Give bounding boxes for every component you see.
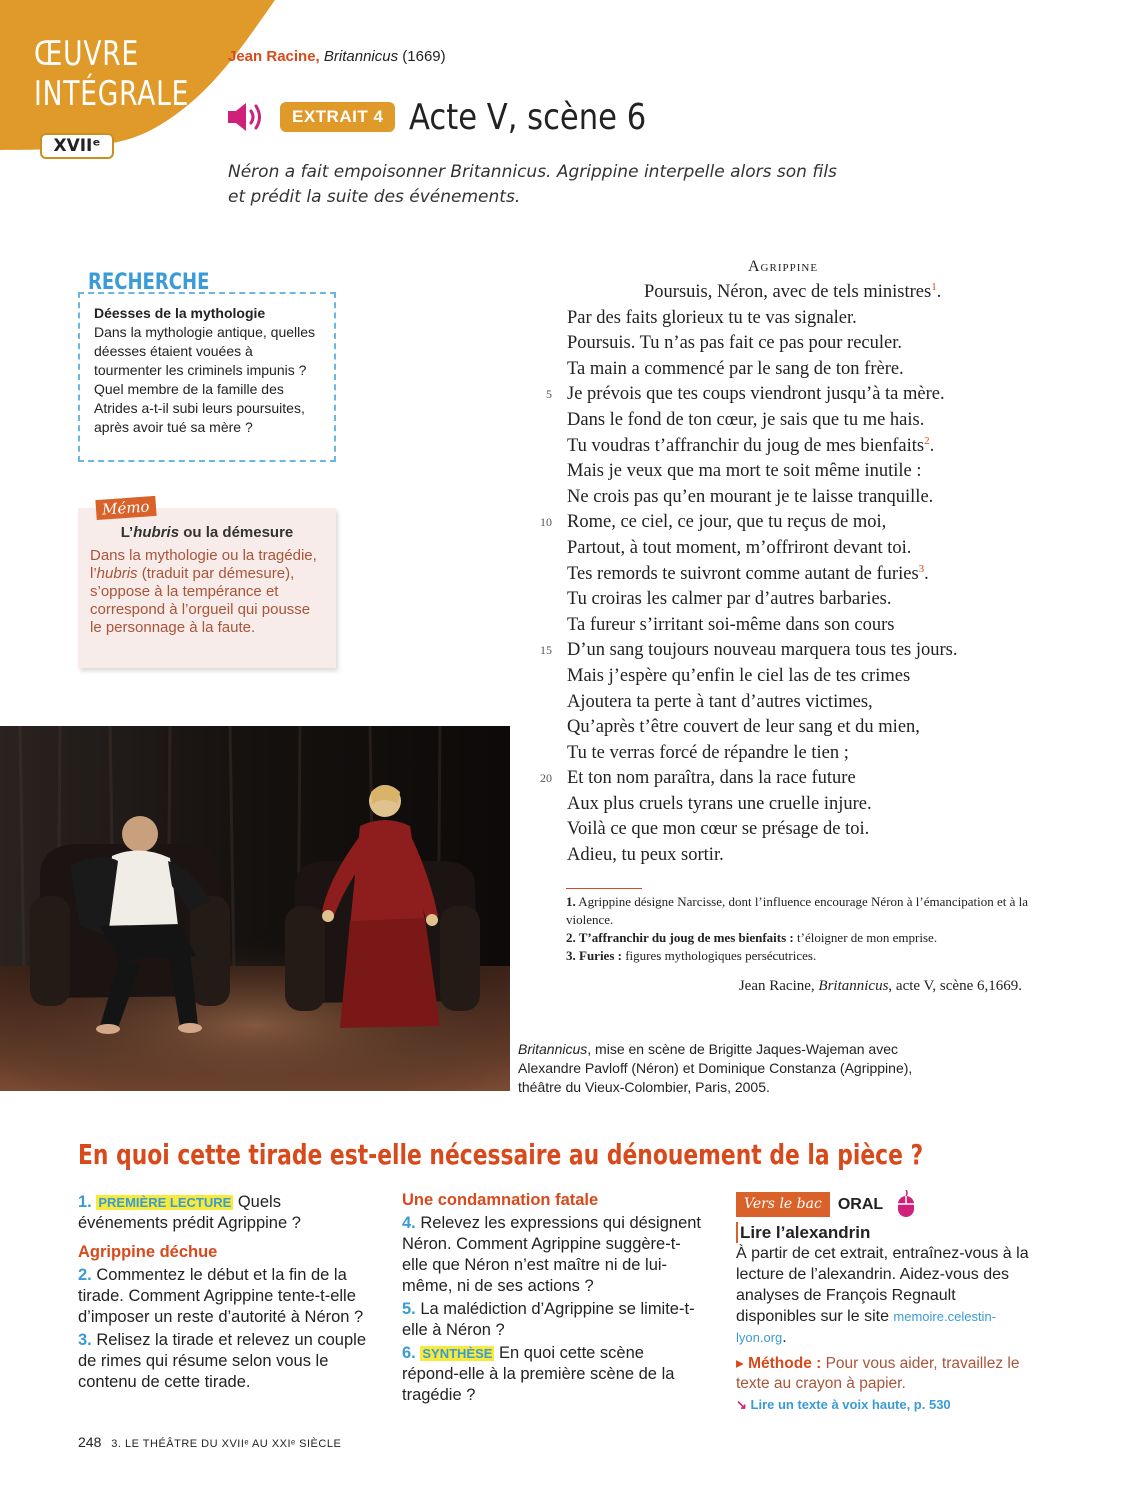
mouse-icon bbox=[897, 1190, 915, 1218]
memo-tag: Mémo bbox=[95, 496, 156, 520]
verse-text: Ta main a commencé par le sang de ton frère. bbox=[567, 358, 904, 379]
verse-text: Adieu, tu peux sortir. bbox=[567, 845, 724, 866]
intro-line-2: et prédit la suite des événements. bbox=[228, 187, 521, 207]
verse-text: Et ton nom paraîtra, dans la race future bbox=[567, 768, 856, 789]
section-condamnation-fatale: Une condamnation fatale bbox=[402, 1191, 599, 1209]
footnote-text: t’éloigner de mon emprise. bbox=[793, 930, 938, 945]
question-5-number: 5. bbox=[402, 1300, 416, 1318]
verse-text: Qu’après t’être couvert de leur sang et du mien, bbox=[567, 717, 920, 738]
recherche-body: Dans la mythologie antique, quelles déesses étaient vouées à tourmenter les criminels impunis ? Quel membre de la famille des Atrides a-t-il subi leurs poursuites, après avoir tué sa mère ? bbox=[94, 324, 316, 435]
verse-text: Je prévois que tes coups viendront jusqu’à ta mère. bbox=[567, 384, 945, 405]
question-1-text: Quels événements prédit Agrippine ? bbox=[78, 1193, 301, 1232]
verse-line bbox=[536, 331, 1056, 357]
verse-punctuation: . bbox=[936, 282, 942, 302]
verse-text: Tes remords te suivront comme autant de furies bbox=[567, 563, 919, 584]
bac-title: Lire l’alexandrin bbox=[736, 1222, 1032, 1243]
memo-box bbox=[78, 497, 336, 668]
speaker-name: Agrippine bbox=[748, 258, 819, 275]
footnote-text: Agrippine désigne Narcisse, dont l’influence encourage Néron à l’émancipation et à la violence. bbox=[566, 894, 1029, 927]
verse-text: Mais je veux que ma mort te soit même inutile : bbox=[567, 461, 922, 482]
verse-text-wrap bbox=[567, 766, 856, 792]
question-2-text: Commentez le début et la fin de la tirade. Comment Agrippine tente-t-elle d’imposer un reste d’autorité à Néron ? bbox=[78, 1266, 364, 1326]
century-badge: XVIIᵉ bbox=[40, 133, 114, 159]
verse-text-wrap bbox=[567, 536, 911, 562]
verse-line bbox=[536, 382, 1056, 408]
verse-text-wrap bbox=[567, 690, 873, 716]
intro-text bbox=[228, 160, 868, 210]
footnote-text: figures mythologiques persécutrices. bbox=[621, 948, 817, 963]
verse-text-wrap bbox=[567, 715, 920, 741]
footnote-item bbox=[566, 893, 1036, 929]
vers-le-bac-header bbox=[736, 1190, 1032, 1218]
verse-text-wrap bbox=[567, 741, 849, 767]
verse-text-wrap bbox=[567, 817, 869, 843]
method-arrow-icon: ▸ bbox=[736, 1355, 744, 1372]
question-6-text: En quoi cette scène répond-elle à la première scène de la tragédie ? bbox=[402, 1344, 675, 1404]
verse-text: Poursuis, Néron, avec de tels ministres bbox=[644, 282, 932, 302]
verse-line bbox=[536, 357, 1056, 383]
question-3-number: 3. bbox=[78, 1331, 92, 1349]
verse-text: D’un sang toujours nouveau marquera tous tes jours. bbox=[567, 640, 958, 661]
method-label: Méthode : bbox=[748, 1355, 822, 1372]
verse-number: 15 bbox=[540, 643, 552, 658]
corner-label bbox=[34, 34, 189, 114]
verse-line bbox=[536, 690, 1056, 716]
verse-text-wrap bbox=[567, 510, 886, 536]
verse-text-wrap bbox=[567, 843, 724, 869]
question-3 bbox=[78, 1330, 374, 1393]
verse-text-wrap bbox=[567, 485, 933, 511]
poem-text bbox=[536, 280, 1056, 869]
footnote-rule bbox=[566, 888, 642, 889]
footnote-term: 2. T’affranchir du joug de mes bienfaits : bbox=[566, 930, 794, 945]
verse-line bbox=[536, 843, 1056, 869]
corner-label-line2: INTÉGRALE bbox=[34, 74, 190, 114]
questions-column-2 bbox=[402, 1190, 702, 1406]
stage-photo-illustration bbox=[0, 726, 510, 1091]
verse-line bbox=[536, 638, 1056, 664]
caption-text: , mise en scène de Brigitte Jaques-Wajeman avec Alexandre Pavloff (Néron) et Dominique Constanza (Agrippine), théâtre du Vieux-Colombier, Paris, 2005. bbox=[518, 1041, 913, 1095]
verse-text-wrap bbox=[567, 587, 891, 613]
verse-line bbox=[536, 613, 1056, 639]
verse-text: Mais j’espère qu’enfin le ciel las de tes crimes bbox=[567, 665, 911, 686]
verse-text: Par des faits glorieux tu te vas signaler. bbox=[567, 307, 857, 328]
author-name: Jean Racine, bbox=[228, 48, 320, 65]
question-4 bbox=[402, 1213, 702, 1297]
verse-text-wrap bbox=[567, 459, 922, 485]
verse-text: Dans le fond de ton cœur, je sais que tu me hais. bbox=[567, 409, 925, 430]
bac-text-end: . bbox=[782, 1329, 787, 1346]
source-pre: Jean Racine, bbox=[738, 978, 819, 994]
question-2 bbox=[78, 1265, 374, 1328]
extract-title-row bbox=[226, 92, 688, 142]
see-also-link[interactable] bbox=[736, 1394, 1032, 1415]
question-6-number: 6. bbox=[402, 1344, 416, 1362]
stage-photo bbox=[0, 726, 510, 1091]
verse-text: Rome, ce ciel, ce jour, que tu reçus de moi, bbox=[567, 512, 887, 533]
source-line bbox=[566, 978, 1022, 995]
verse-line bbox=[536, 715, 1056, 741]
photo-caption bbox=[518, 1040, 958, 1097]
footnote-marker: 2 bbox=[924, 434, 930, 447]
verse-text-wrap bbox=[567, 638, 957, 664]
verse-number: 20 bbox=[540, 771, 552, 786]
footnote-marker: 1 bbox=[931, 280, 937, 293]
source-work: Britannicus bbox=[818, 978, 889, 994]
verse-text-wrap bbox=[567, 357, 904, 383]
method-text: Pour vous aider, travaillez le texte au crayon à papier. bbox=[736, 1355, 1020, 1392]
verse-text: Poursuis. Tu n’as pas fait ce pas pour reculer. bbox=[567, 333, 903, 354]
page-footer bbox=[78, 1434, 341, 1450]
author-line bbox=[228, 48, 446, 65]
footnote-item bbox=[566, 929, 1036, 947]
verse-line bbox=[536, 434, 1056, 460]
verse-number: 5 bbox=[546, 387, 552, 402]
verse-text-wrap bbox=[644, 280, 941, 306]
memo-heading bbox=[90, 524, 324, 541]
verse-text-wrap bbox=[567, 664, 910, 690]
memo-heading-em: hubris bbox=[133, 524, 180, 541]
footnote-marker: 3 bbox=[918, 562, 925, 575]
verse-text: Tu te verras forcé de répandre le tien ; bbox=[567, 742, 849, 763]
footnote-item bbox=[566, 947, 1036, 965]
questions-column-1 bbox=[78, 1190, 374, 1393]
premiere-lecture-tag: PREMIÈRE LECTURE bbox=[98, 1195, 232, 1210]
vers-le-bac-column bbox=[736, 1190, 1032, 1415]
verse-text: Partout, à tout moment, m’offriront devant toi. bbox=[567, 537, 912, 558]
verse-line bbox=[536, 766, 1056, 792]
oral-label: ORAL bbox=[837, 1195, 884, 1213]
question-6 bbox=[402, 1343, 702, 1406]
verse-text-wrap bbox=[567, 792, 872, 818]
see-also-arrow-icon: ↘ bbox=[736, 1397, 747, 1412]
bac-text bbox=[736, 1243, 1032, 1348]
see-also-text: Lire un texte à voix haute, p. 530 bbox=[750, 1397, 951, 1412]
verse-line bbox=[536, 408, 1056, 434]
question-5 bbox=[402, 1299, 702, 1341]
question-3-text: Relisez la tirade et relevez un couple de rimes qui résume selon vous le contenu de cette tirade. bbox=[78, 1331, 366, 1391]
footnote-term: 1. bbox=[566, 894, 576, 909]
site-link[interactable]: memoire.celestin-lyon.org bbox=[736, 1309, 997, 1345]
recherche-label: RECHERCHE bbox=[88, 270, 210, 295]
verse-line bbox=[536, 536, 1056, 562]
verse-punctuation: . bbox=[924, 563, 929, 584]
method-note bbox=[736, 1354, 1032, 1394]
memo-heading-pre: L’ bbox=[120, 524, 134, 541]
verse-line bbox=[536, 510, 1056, 536]
corner-label-line1: ŒUVRE bbox=[34, 34, 140, 74]
verse-line bbox=[536, 562, 1056, 588]
verse-line bbox=[536, 485, 1056, 511]
verse-text: Voilà ce que mon cœur se présage de toi. bbox=[567, 819, 870, 840]
speaker-icon[interactable] bbox=[226, 100, 266, 134]
verse-text-wrap bbox=[567, 382, 945, 408]
memo-body-2: (traduit par démesure), s’oppose à la tempérance et correspond à l’orgueil qui pousse le personnage à la faute. bbox=[90, 565, 311, 636]
verse-line bbox=[536, 741, 1056, 767]
author-work: Britannicus bbox=[323, 48, 399, 65]
synthese-tag: SYNTHÈSE bbox=[422, 1346, 493, 1361]
question-1 bbox=[78, 1192, 374, 1234]
recherche-box bbox=[78, 292, 336, 462]
verse-text-wrap bbox=[567, 331, 902, 357]
question-2-number: 2. bbox=[78, 1266, 92, 1284]
bac-text-body: À partir de cet extrait, entraînez-vous à la lecture de l’alexandrin. Aidez-vous des analyses de François Regnault disponibles sur le site bbox=[736, 1245, 1029, 1325]
source-post: , acte V, scène 6,1669. bbox=[888, 978, 1022, 994]
question-5-text: La malédiction d’Agrippine se limite-t-elle à Néron ? bbox=[402, 1300, 695, 1339]
question-4-text: Relevez les expressions qui désignent Néron. Comment Agrippine suggère-t-elle que Néron n’est maître ni de lui-même, ni de ses actions ? bbox=[402, 1214, 702, 1295]
verse-number: 10 bbox=[540, 515, 552, 530]
verse-text: Ajoutera ta perte à tant d’autres victimes, bbox=[567, 691, 873, 712]
questions-title: En quoi cette tirade est-elle nécessaire au dénouement de la pièce ? bbox=[78, 1138, 924, 1171]
memo-heading-post: ou la démesure bbox=[179, 524, 294, 541]
verse-line bbox=[536, 280, 1056, 306]
question-1-number: 1. bbox=[78, 1193, 92, 1211]
page-number: 248 bbox=[78, 1434, 102, 1450]
verse-line bbox=[536, 664, 1056, 690]
verse-text-wrap bbox=[567, 408, 924, 434]
verse-text: Ta fureur s’irritant soi-même dans son cours bbox=[567, 614, 895, 635]
verse-text-wrap bbox=[567, 434, 934, 460]
scene-title: Acte V, scène 6 bbox=[409, 96, 647, 138]
verse-text-wrap bbox=[567, 613, 895, 639]
footer-chapter: 3. LE THÉÂTRE DU XVIIᵉ AU XXIᵉ SIÈCLE bbox=[111, 1438, 342, 1450]
verse-text: Tu voudras t’affranchir du joug de mes bienfaits bbox=[567, 435, 925, 456]
footnote-term: 3. Furies : bbox=[566, 948, 622, 963]
verse-line bbox=[536, 792, 1056, 818]
section-agrippine-dechue: Agrippine déchue bbox=[78, 1243, 218, 1261]
verse-line bbox=[536, 306, 1056, 332]
verse-line bbox=[536, 459, 1056, 485]
author-year: (1669) bbox=[402, 48, 446, 65]
verse-text: Ne crois pas qu’en mourant je te laisse tranquille. bbox=[567, 486, 934, 507]
verse-text: Tu croiras les calmer par d’autres barbaries. bbox=[567, 589, 892, 610]
verse-text-wrap bbox=[567, 306, 857, 332]
caption-work: Britannicus bbox=[518, 1041, 588, 1057]
verse-punctuation: . bbox=[929, 435, 935, 456]
verse-line bbox=[536, 587, 1056, 613]
intro-line-1: Néron a fait empoisonner Britannicus. Agrippine interpelle alors son fils bbox=[228, 162, 837, 182]
footnotes bbox=[566, 893, 1036, 965]
memo-body-1: Dans la mythologie ou la tragédie, l’ bbox=[90, 547, 317, 582]
vers-le-bac-tag: Vers le bac bbox=[736, 1192, 830, 1217]
extract-badge: EXTRAIT 4 bbox=[280, 102, 395, 132]
question-4-number: 4. bbox=[402, 1214, 416, 1232]
recherche-title: Déesses de la mythologie bbox=[94, 305, 266, 321]
verse-text: Aux plus cruels tyrans une cruelle injure. bbox=[567, 793, 872, 814]
memo-body-em: hubris bbox=[96, 565, 138, 582]
verse-text-wrap bbox=[567, 562, 929, 588]
verse-line bbox=[536, 817, 1056, 843]
memo-body bbox=[90, 547, 324, 637]
